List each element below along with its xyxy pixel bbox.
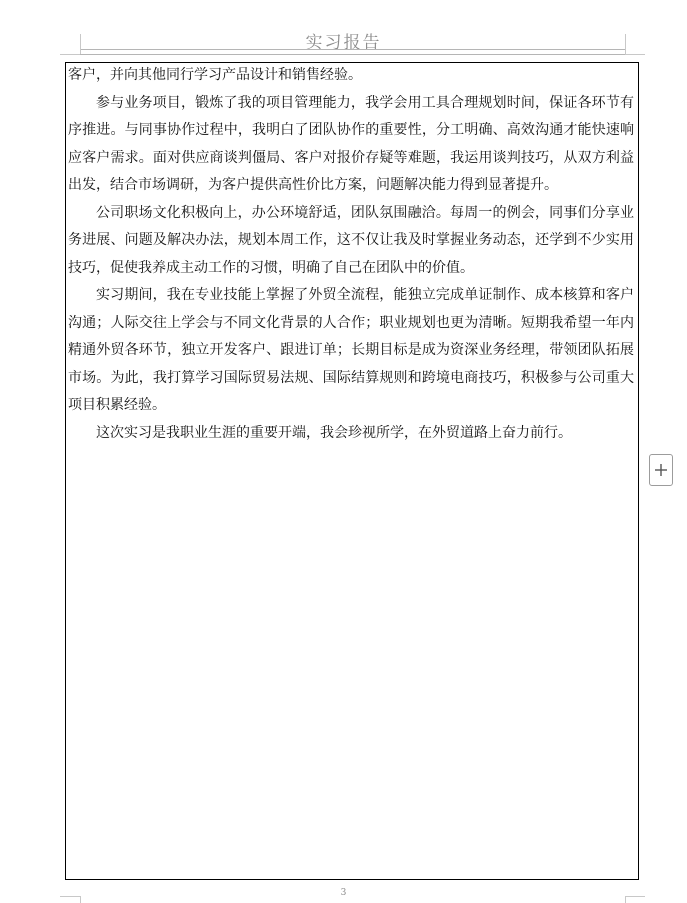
crop-mark-top-left-h [60,54,80,55]
plus-icon [654,463,668,477]
document-body[interactable] [68,62,634,447]
paragraph-skills: 实习期间，我在专业技能上掌握了外贸全流程，能独立完成单证制作、成本核算和客户沟通；人际交往上学会与不同文化背景的人合作；职业规划也更为清晰。短期我希望一年内精通外贸各环节，独立开发客户、跟进订单；长期目标是成为资深业务经理，带领团队拓展市场。为此，我打算学习国际贸易法规、国际结算规则和跨境电商技巧，积极参与公司重大项目积累经验。 [68,287,634,413]
page-number: 3 [340,888,347,898]
paragraph-project: 参与业务项目，锻炼了我的项目管理能力，我学会用工具合理规划时间，保证各环节有序推进。与同事协作过程中，我明白了团队协作的重要性，分工明确、高效沟通才能快速响应客户需求。面对供应商谈判僵局、客户对报价存疑等难题，我运用谈判技巧，从双方利益出发，结合市场调研，为客户提供高性价比方案，问题解决能力得到显著提升。 [68,94,634,193]
crop-mark-top-left-v [80,34,81,54]
crop-mark-top-right-v [625,34,626,54]
page-header-title: 实习报告 [305,33,382,53]
paragraph-culture: 公司职场文化积极向上，办公环境舒适，团队氛围融洽。每周一的例会，同事们分享业务进展、问题及解决办法，规划本周工作，这不仅让我及时掌握业务动态，还学到不少实用技巧，促使我养成主动工作的习惯，明确了自己在团队中的价值。 [68,204,634,276]
crop-mark-top-right-h [625,54,645,55]
header-rule-bottom [80,54,625,55]
paragraph-continuation: 客户，并向其他同行学习产品设计和销售经验。 [68,67,362,83]
add-content-button[interactable] [649,454,673,486]
paragraph-conclusion: 这次实习是我职业生涯的重要开端，我会珍视所学，在外贸道路上奋力前行。 [96,424,572,441]
header-rule-top [80,49,625,50]
